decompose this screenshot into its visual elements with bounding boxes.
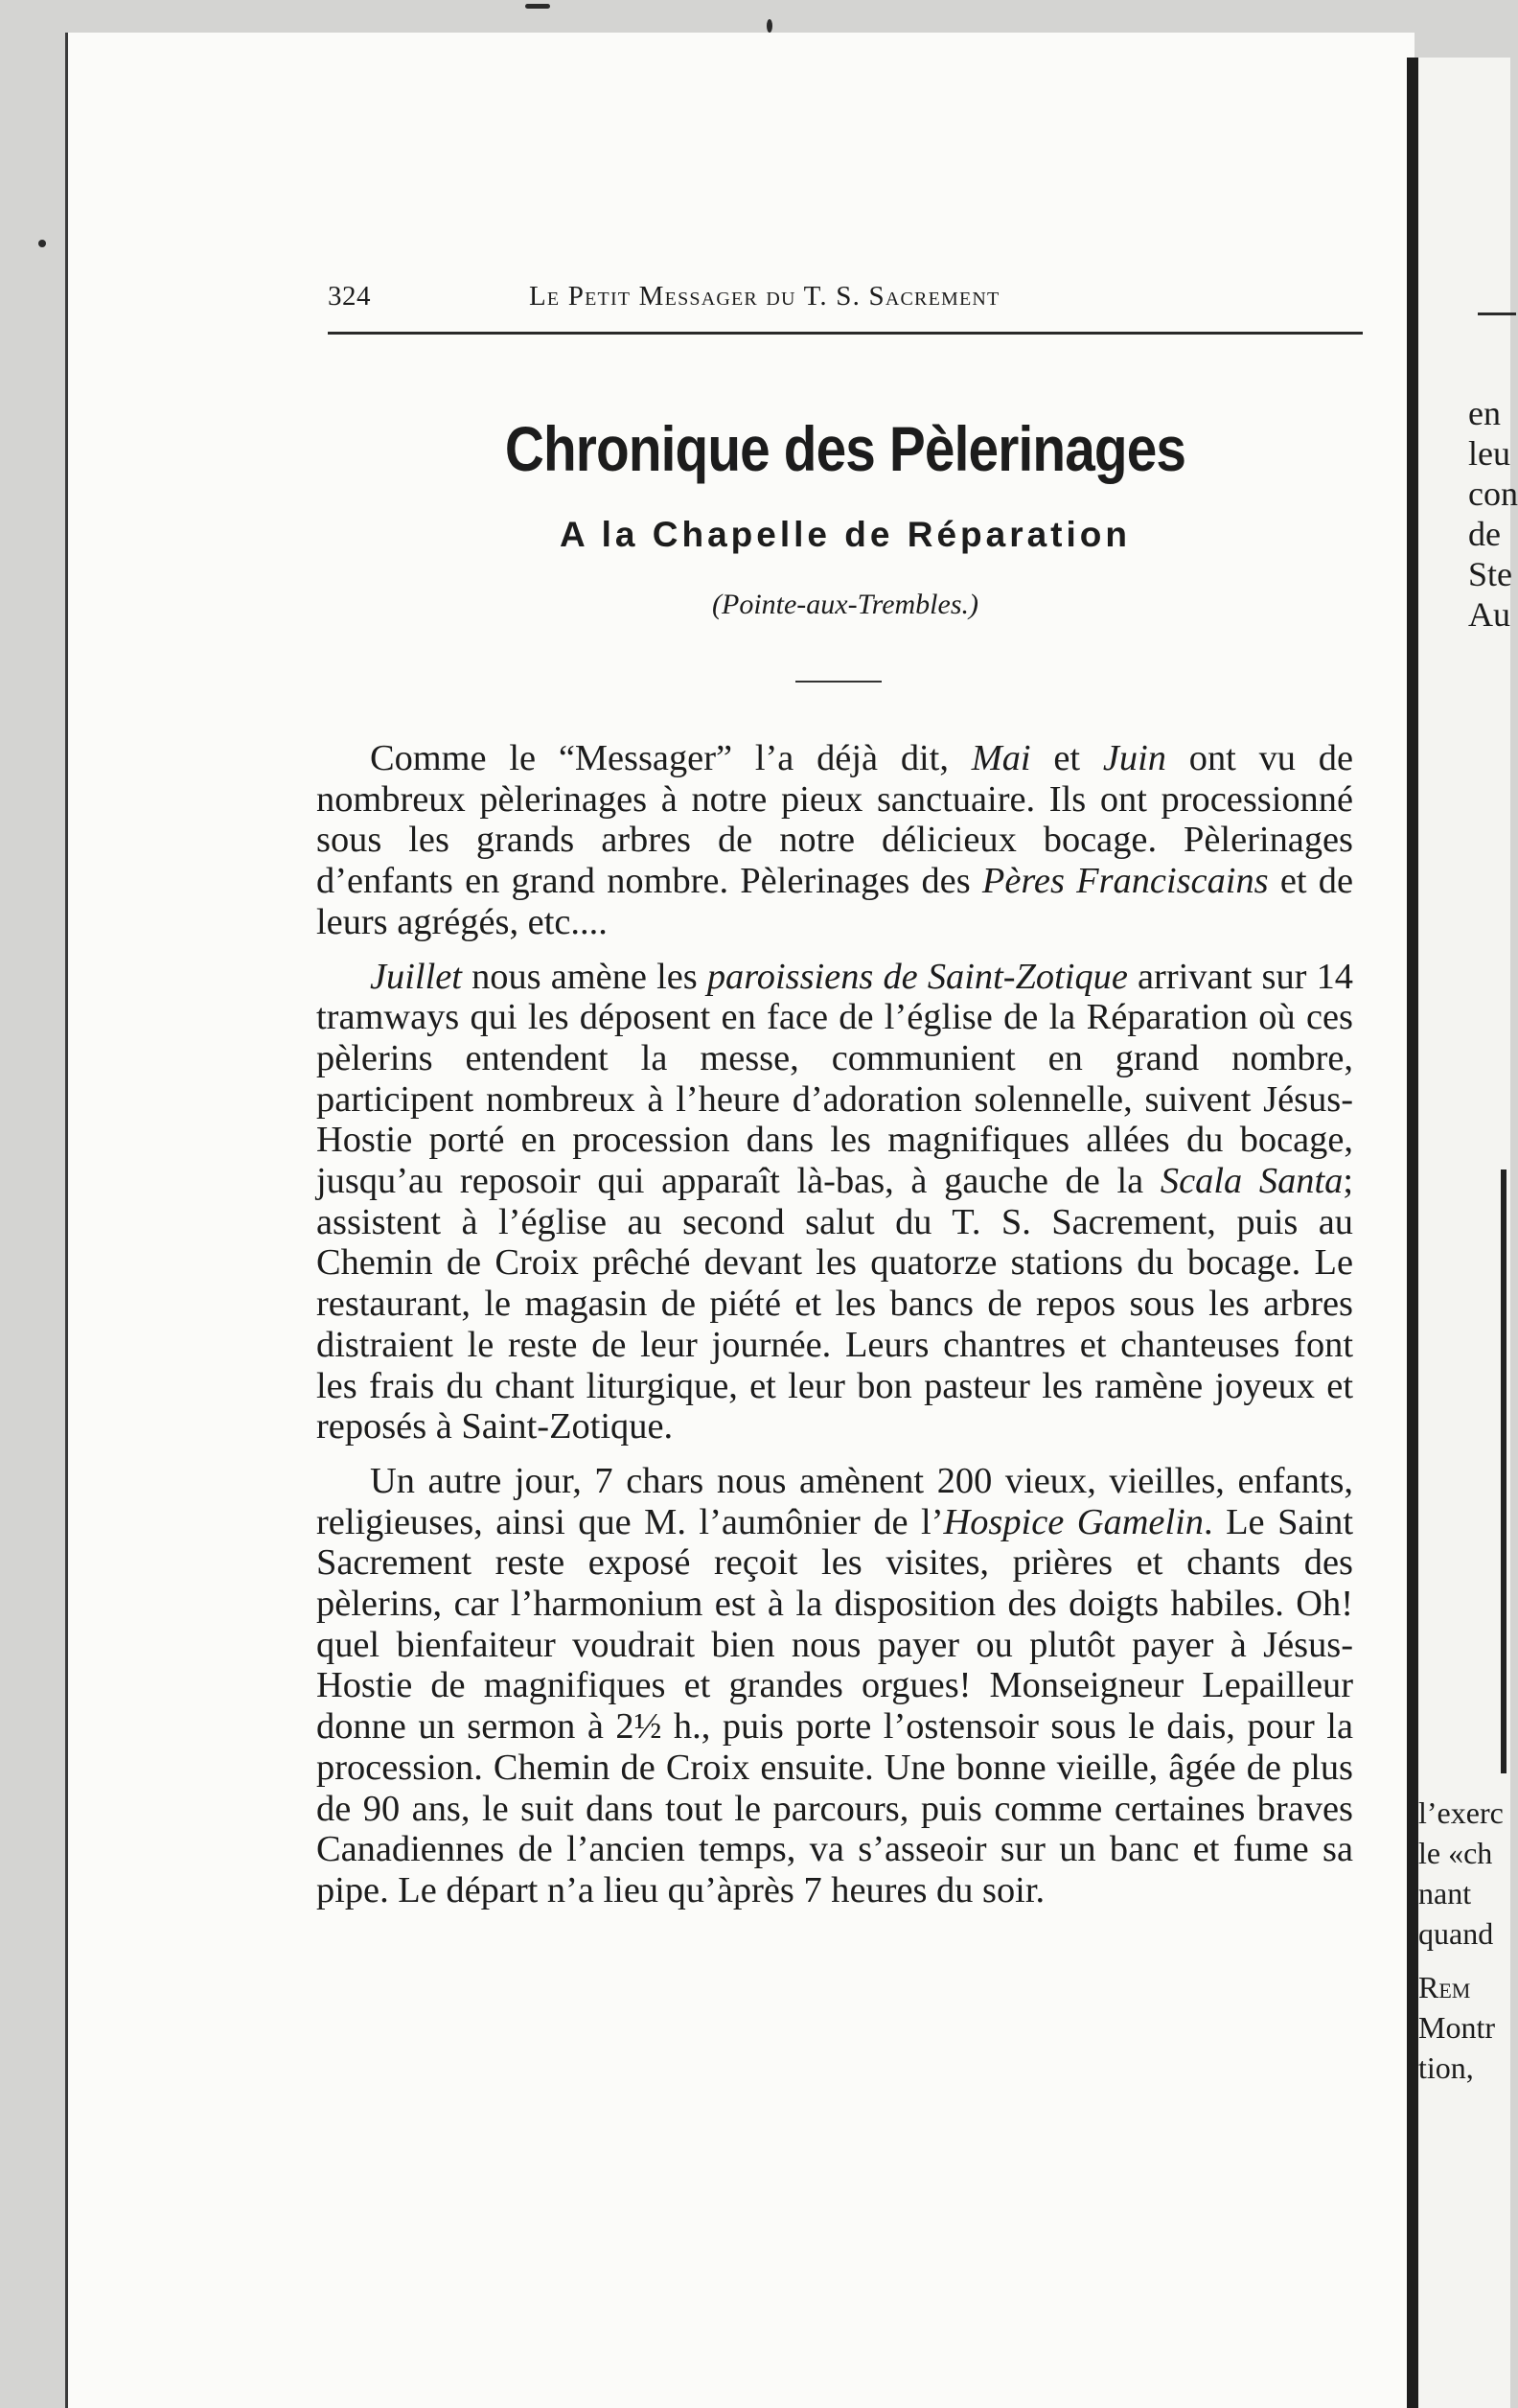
right-fragment-line: nant [1418,1876,1472,1910]
text-run: . Le Saint Sacrement reste exposé reçoit les visites, prières et chants des pèlerins, car l’harmonium est à la disposition des doigts habiles. Oh! quel bienfaiteur voudrait bien nous payer ou plutôt payer à Jésus-Hostie de magnifiques et grandes orgues! Monseigneur Lepailleur donne un sermon à 2½ h., puis porte l’ostensoir sous le dais, pour la procession. Chemin de Croix ensuite. Une bonne vieille, âgée de plus de 90 ans, le suit dans tout le parcours, puis comme certaines braves Canadiennes de l’ancien temps, va s’asseoir sur un banc et fume sa pipe. Le départ n’a lieu qu’àprès 7 heures du soir. [316,1501,1354,1910]
text-run: ; assistent à l’église au second salut du T. S. Sacrement, puis au Chemin de Croix prêché devant les quatorze stations du bocage. Le restaurant, le magasin de piété et les bancs de repos sous les arbres distraient le reste de leur journée. Leurs chantres et chanteuses font les frais du chant liturgique, et leur bon pasteur les ramène joyeux et reposés à Saint-Zotique. [316,1161,1353,1447]
right-fragment-line: de [1468,515,1501,553]
separator-dash [795,681,882,683]
article-subtitle: A la Chapelle de Réparation [560,515,1131,554]
italic-run: paroissiens de Saint-Zotique [706,956,1128,997]
text-run: nous amène les [461,956,707,997]
running-head [328,281,1363,319]
text-run: arrivant sur 14 tramways qui les déposent en face de l’église de la Réparation où ces pèlerins entendent la messe, communient en grand nombre, participent nombreux à l’heure d’adoration solennelle, suivent Jésus-Hostie porté en procession dans les magnifiques allées du bocage, jusqu’au reposoir qui apparaît là-bas, à gauche de la [316,956,1353,1202]
running-head-title: Le Petit Messager du T. S. Sacrement [529,281,1000,312]
text-run: et de leurs agrégés, etc.... [316,861,1354,942]
italic-run: Pères Franciscains [981,861,1269,902]
right-fragment-line: con [1468,475,1518,513]
italic-run: Hospice Gamelin [943,1501,1205,1542]
article-body [316,738,1353,1925]
italic-run: Juin [1102,738,1166,778]
right-page-head-rule [1478,313,1516,315]
italic-run: Mai [971,738,1031,778]
right-fragment-line: tion, [1418,2050,1474,2085]
text-run: Comme le “Messager” l’a déjà dit, [370,738,972,778]
page-number: 324 [328,281,371,312]
text-run: Un autre jour, 7 chars nous amènent 200 vieux, vieilles, enfants, religieuses, ainsi que M. l’aumônier de l’ [316,1460,1353,1542]
right-fragment-line: Ste [1468,555,1513,593]
right-fragment-line: Au [1468,595,1510,634]
article-place: (Pointe-aux-Trembles.) [712,589,978,620]
scan-speck [525,4,550,9]
right-fragment-line: Rem [1418,1970,1471,2004]
text-run: et [1030,738,1103,778]
article-title: Chronique des Pèlerinages [504,413,1186,484]
paragraph-1 [316,738,1353,943]
right-fragment-line: le «ch [1418,1836,1493,1870]
book-spine-shadow [1407,58,1418,2408]
right-page-top-fragments [1468,393,1518,635]
header-rule [328,332,1363,335]
italic-run: Scala Santa [1160,1161,1344,1202]
right-fragment-line: leu [1468,434,1510,473]
scan-speck [38,240,46,247]
italic-run: Juillet [370,956,462,997]
right-page-illustration-edge [1501,1169,1506,1773]
right-page-bottom-fragments [1418,1793,1504,2088]
paragraph-2 [316,957,1353,1447]
right-page [1418,58,1518,2408]
right-fragment-line: en [1468,394,1501,432]
scan-speck [767,19,772,33]
text-run: ont vu de nombreux pèlerinages à notre pieux sanctuaire. Ils ont processionné sous les grands arbres de notre délicieux bocage. Pèlerinages d’enfants en grand nombre. Pèlerinages des [316,738,1354,902]
right-fragment-line: quand [1418,1916,1494,1951]
paragraph-3 [316,1461,1353,1911]
right-fragment-line: Montr [1418,2010,1495,2045]
right-fragment-line: l’exerc [1418,1795,1504,1830]
